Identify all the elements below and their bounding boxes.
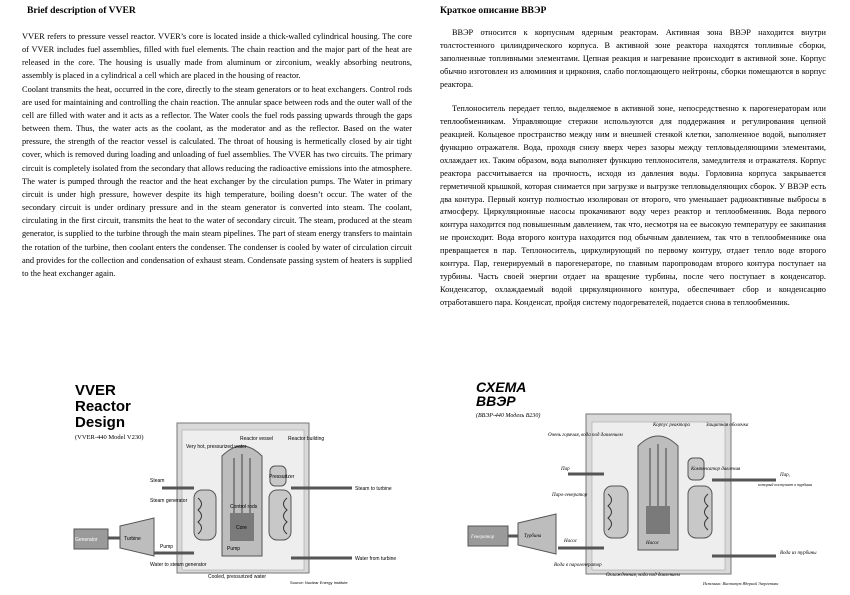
ru-label-steam: Пар [561, 467, 570, 472]
russian-title: Краткое описание ВВЭР [440, 5, 547, 16]
diagram-title-2: Reactor [75, 398, 131, 415]
ru-label-steam-to-turbine-2: который поступает в турбины [758, 482, 813, 487]
ru-label-steam-generator: Паро-генератор [552, 493, 588, 498]
label-hot-water: Very hot, pressurized water [186, 444, 247, 450]
english-text [22, 30, 412, 280]
english-vver-diagram [62, 378, 397, 593]
diagram-title-3: Design [75, 414, 126, 431]
russian-vver-diagram [458, 378, 818, 593]
russian-paragraph-1: ВВЭР относится к корпусным ядерным реакторам. Активная зона ВВЭР находится внутри толстостенного цилиндрического корпуса. В активной зоне реактора находятся топливные сборки, заполненные топливными элементами. Цепная реакция и нагревание происходит в активной зоне. Корпус обычно изготовлен из алюминия и циркония, слабо поглощающего нейтроны, сборки помещаются в корпус реактора. [440, 28, 826, 89]
ru-label-steam-to-turbine: Пар, [780, 473, 790, 478]
ru-label-pump: Насос [564, 539, 577, 544]
label-core: Core [236, 525, 247, 531]
ru-diagram-title-2: ВВЭР [476, 393, 516, 409]
ru-diagram-subtitle: (ВВЭР-440 Модель В230) [476, 413, 541, 419]
ru-label-pump-2: Насос [646, 541, 659, 546]
diagram-title-1: VVER [75, 382, 116, 399]
label-control-rods: Control rods [230, 504, 258, 510]
label-cooled-water: Cooled, pressurized water [208, 574, 267, 580]
russian-text [440, 27, 826, 309]
label-source: Source: Nuclear Energy Institute [290, 580, 348, 585]
ru-label-pressurizer: Компенсатор давления [691, 467, 741, 472]
label-pressurizer: Pressurizer [269, 474, 295, 480]
label-water-from-turbine: Water from turbine [355, 556, 397, 562]
english-paragraph-2: Coolant transmits the heat, occurred in the core, directly to the steam generators or to heat exchangers. Control rods are used for maintaining and controlling the chain reaction. The annular space between rods and the outer wall of the cell are filled with water and it acts as a reflector. The Water cools the fuel rods passing upwards through the gaps between them. Thus, the water acts as the coolant, as the moderator and as the reflector. Based on the water pressure, the strength of the reactor vessel is calculated. The throat of housing is hermetically closed by air tight cover, which is removed during loading and unloading of fuel assemblies. The VVER has two circuits. The primary circuit is completely isolated from the secondary that allows reducing the radioactive emissions into the atmosphere. The water is pumped through the reactor and the heat exchanger by the circulation pumps. The Water in primary circuit is under high pressure, however despite its high temperature, boiling doesn’t occur. The water of the secondary circuit is under ordinary pressure and in the steam generator is converted into steam. The coolant, circulating in the first circuit, transmits the heat to the water of secondary circuit. The steam, produced at the steam generator, is supplied to the turbine through the main steam pipelines. The part of steam energy transfers to maintain the rotation of the turbine, then coolant enters the condenser. The condenser is cooled by water of circulation circuit and provides for the collection and condensation of exhaust steam. Condensate passing system of heaters is supplied to the heat exchanger again. [22, 84, 413, 278]
english-title: Brief description of VVER [27, 5, 136, 16]
ru-label-containment: Защитная оболочка [706, 423, 749, 428]
label-generator: Generator [75, 537, 98, 543]
label-pump-2: Pump [227, 546, 241, 552]
ru-label-cooled-water: Охлажденная, вода под давлением [606, 573, 680, 578]
ru-diagram-title-1: СХЕМА [476, 379, 527, 395]
ru-label-water-to-sg: Вода в парогенератор [554, 563, 602, 568]
ru-label-source: Источник: Институт Ядерной Энергетики [703, 581, 779, 586]
diagram-subtitle: (VVER-440 Model V230) [75, 434, 144, 441]
label-steam-to-turbine: Steam to turbine [355, 486, 392, 492]
ru-label-water-from-turbine: Вода из турбины [780, 551, 817, 556]
ru-label-hot-water: Очень горячая, вода под давлением [548, 433, 623, 438]
russian-paragraph-2: Теплоноситель передает тепло, выделяемое в активной зоне, непосредственно к парогенераторам или теплообменникам. Управляющие стержни используются для поддержания и регулирования цепной реакцией. Кольцевое пространство между ним и внешней стенкой клетки, заполненное водой, выполняет функцию отражателя. Вода, проходя снизу вверх через зазоры между тепловыделяющими элементами, охлаждает их. Таким образом, вода выполняет функцию теплоносителя, замедлителя и отражателя. Корпус реактора рассчитывается на прочность, исходя из давления воды. Горловина корпуса закрывается герметичной крышкой, которая снимается при загрузке и выгрузке тепловыделяющих сборок. У ВВЭР есть два контура. Первый контур полностью изолирован от второго, что уменьшает радиоактивные выбросы в атмосферу. Циркуляционные насосы прокачивают воду через реактор и теплообменник. Вода первого контура находится под повышенным давлением, так что, несмотря на ее высокую температуру ее закипания не происходит. Вода второго контура находится под обычным давлением, так что в теплообменнике она превращается в пар. Теплоноситель, циркулирующий по первому контуру, отдает тепло воде второго контура. Пар, генерируемый в парогенераторе, по главным паропроводам второго контура поступает на турбины. Часть своей энергии отдает на вращение турбины, после чего поступает в конденсатор. Конденсатор, охлаждаемый водой циркуляционного контура, обеспечивает сбор и конденсацию отработавшего пара. Конденсат, пройдя систему подогревателей, подается снова в теплообменник. [440, 104, 826, 307]
label-reactor-vessel: Reactor vessel [240, 436, 274, 442]
label-steam-generator: Steam generator [150, 498, 188, 504]
label-reactor-building: Reactor building [288, 436, 325, 442]
label-water-to-sg: Water to steam generator [150, 562, 207, 568]
label-steam: Steam [150, 478, 165, 484]
label-pump: Pump [160, 544, 174, 550]
english-paragraph-1: VVER refers to pressure vessel reactor. VVER’s core is located inside a thick-walled cylindrical housing. The core of VVER includes fuel assemblies, filled with fuel elements. The chain reaction and the major part of the heat are released in the core. The housing is usually made from aluminum or zirconium, weakly absorbing neutrons, assembly is placed in a cylindrical a cell which are placed in the housing of reactor. [22, 32, 412, 81]
ru-label-reactor-vessel: Корпус реактора [653, 423, 690, 428]
ru-label-turbine: Турбина [524, 534, 542, 539]
label-turbine: Turbine [124, 536, 141, 542]
ru-label-generator: Генератор [471, 535, 495, 540]
